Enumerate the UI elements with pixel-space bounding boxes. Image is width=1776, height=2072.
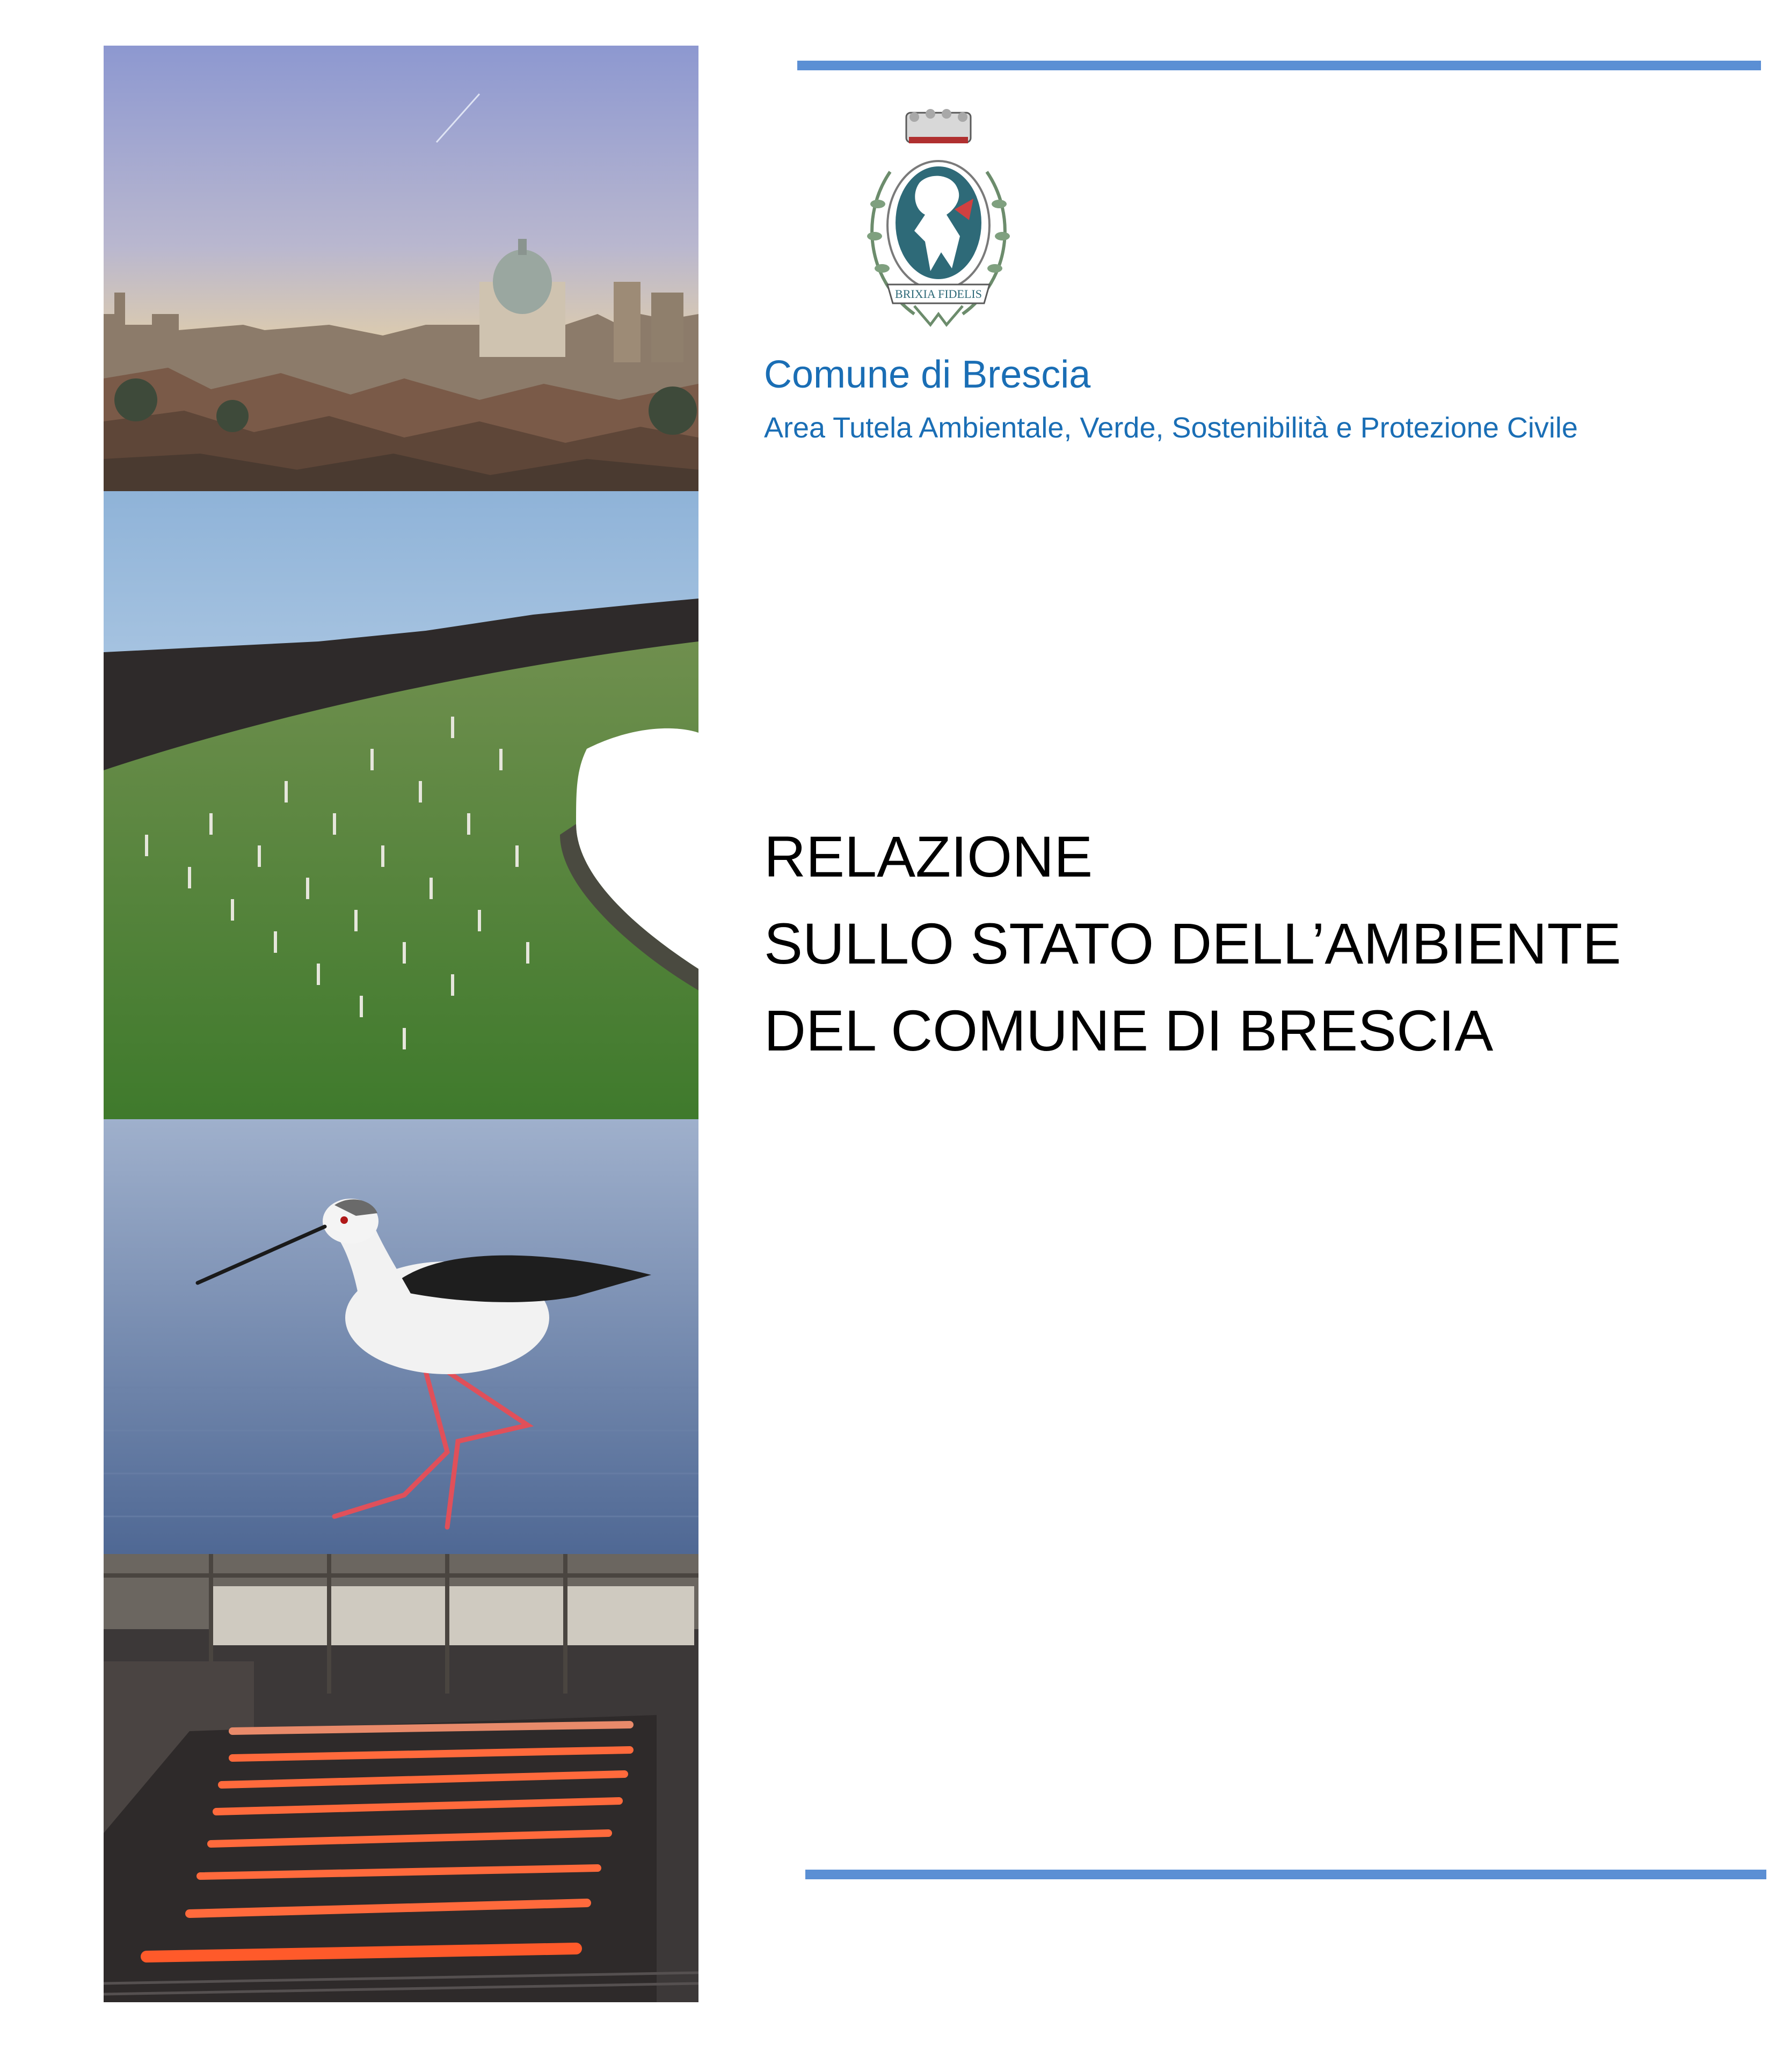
title-line-1: RELAZIONE xyxy=(764,824,1093,889)
city-skyline-photo xyxy=(104,46,698,491)
cover-photo-column xyxy=(104,46,698,2002)
document-title xyxy=(764,813,1621,1074)
crest-motto: BRIXIA FIDELIS xyxy=(895,287,982,301)
org-name: Comune di Brescia xyxy=(764,353,1091,396)
green-slope-photo xyxy=(104,491,698,1119)
bottom-accent-rule xyxy=(805,1870,1766,1879)
title-line-3: DEL COMUNE DI BRESCIA xyxy=(764,998,1494,1063)
stilt-bird-photo xyxy=(104,1119,698,1554)
steel-mill-photo xyxy=(104,1554,698,2002)
coat-of-arms-logo xyxy=(850,107,1027,338)
top-accent-rule xyxy=(797,61,1761,70)
org-area-subtitle: Area Tutela Ambientale, Verde, Sostenibilità e Protezione Civile xyxy=(764,412,1578,444)
title-line-2: SULLO STATO DELL’AMBIENTE xyxy=(764,911,1621,976)
